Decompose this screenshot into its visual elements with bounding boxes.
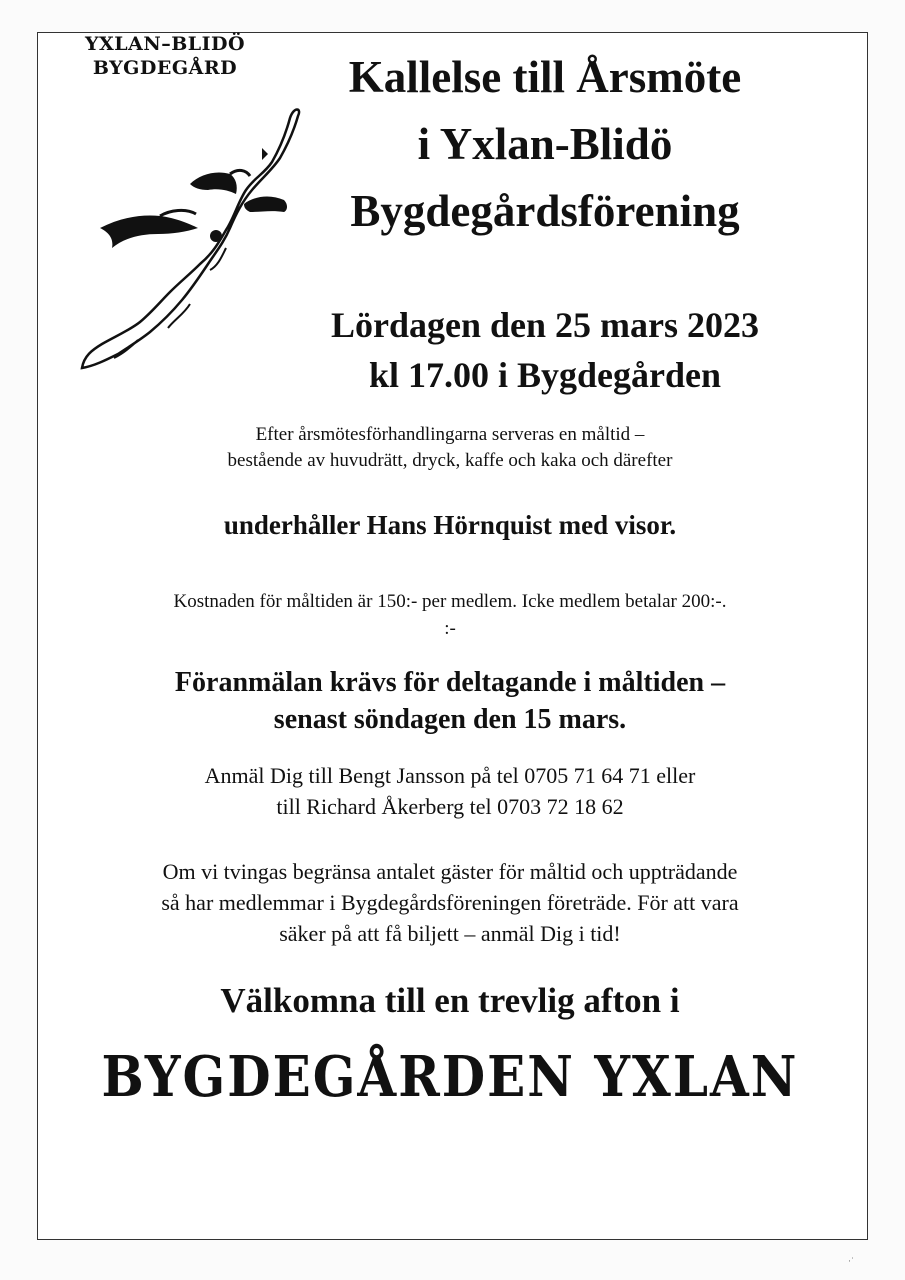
scan-mark: ·˙	[848, 1256, 854, 1266]
cost-info	[40, 588, 860, 642]
logo-line-1: YXLAN–BLIDÖ	[84, 33, 246, 55]
footer-venue-name: BYGDEGÅRDEN YXLAN	[101, 1043, 799, 1110]
entertainment-text: underhåller Hans Hörnquist med visor.	[223, 510, 677, 540]
prereg-line-2: senast söndagen den 15 mars.	[273, 704, 627, 735]
logo-text	[55, 32, 275, 80]
priority-line-3: säker på att få biljett – anmäl Dig i tid!	[279, 921, 621, 946]
contact-line-1: Anmäl Dig till Bengt Jansson på tel 0705 71 64 71 eller	[204, 763, 696, 788]
date-line-2: kl 17.00 i Bygdegården	[368, 355, 722, 395]
title-line-3: Bygdegårdsförening	[350, 186, 740, 236]
preregistration-notice	[40, 664, 860, 738]
priority-line-2: så har medlemmar i Bygdegårdsföreningen företräde. För att vara	[161, 890, 739, 915]
meal-info	[60, 422, 840, 474]
meal-info-line-1: Efter årsmötesförhandlingarna serveras en måltid –	[255, 424, 645, 445]
priority-info	[40, 856, 860, 949]
title-line-2: i Yxlan-Blidö	[417, 119, 673, 169]
cost-line-1: Kostnaden för måltiden är 150:- per medlem. Icke medlem betalar 200:-.	[173, 591, 727, 612]
welcome-text: Välkomna till en trevlig afton i	[220, 981, 680, 1020]
logo-line-2: BYGDEGÅRD	[92, 57, 238, 79]
prereg-line-1: Föranmälan krävs för deltagande i måltiden –	[174, 667, 726, 698]
event-date	[260, 300, 830, 400]
contact-info	[40, 760, 860, 822]
cost-line-2: :-	[444, 618, 456, 639]
priority-line-1: Om vi tvingas begränsa antalet gäster för måltid och uppträdande	[162, 859, 738, 884]
duck-icon	[100, 210, 198, 248]
date-line-1: Lördagen den 25 mars 2023	[330, 305, 759, 345]
contact-line-2: till Richard Åkerberg tel 0703 72 18 62	[276, 794, 624, 819]
duck-icon	[190, 170, 250, 194]
meal-info-line-2: bestående av huvudrätt, dryck, kaffe och kaka och därefter	[227, 450, 673, 471]
title-line-1: Kallelse till Årsmöte	[348, 52, 742, 102]
page-title	[280, 44, 810, 245]
